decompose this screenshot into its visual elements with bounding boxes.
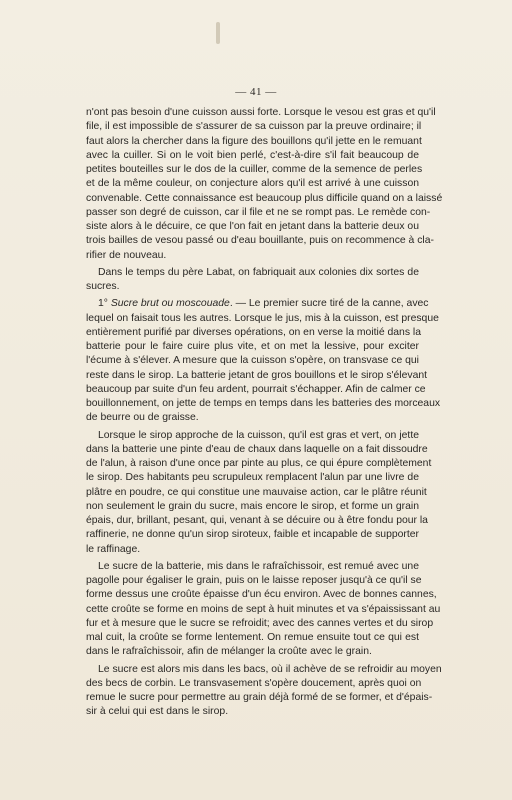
paragraph: [86, 297, 441, 425]
text-line: cette croûte se forme en moins de sept à huit minutes et va s'épaississant au: [86, 603, 441, 615]
text-line: beaucoup par suite d'un feu ardent, pourrait s'échapper. Afin de calmer ce: [86, 383, 426, 395]
text-line: Dans le temps du père Labat, on fabriquait aux colonies dix sortes de: [98, 266, 419, 278]
text-line: remue le sucre pour permettre au grain déjà formé de se former, et d'épais-: [86, 692, 433, 703]
text-line: siste alors à le décuire, ce que l'on fait en jetant dans la batterie deux ou: [86, 221, 419, 232]
text-line: sucres.: [86, 281, 120, 292]
text-line: sir à celui qui est dans le sirop.: [86, 706, 229, 718]
text-line: dans la batterie une pinte d'eau de chaux dans laquelle on a fait dissoudre: [86, 443, 428, 455]
text-line: reste dans le sirop. La batterie jetant de gros bouillons et le sirop s'élevant: [86, 369, 428, 381]
text-line: et de la même couleur, on conjecture alors qu'il est arrivé à une cuisson: [86, 178, 419, 190]
text-line: petites bouteilles sur le dos de la cuiller, comme de la semence de perles: [86, 164, 423, 175]
text-line: avec la cuiller. Si on le voit bien perlé, c'est-à-dire s'il fait beaucoup de: [86, 149, 419, 161]
text-line: forme dessus une croûte épaisse d'un écu environ. Avec de bonnes cannes,: [86, 589, 437, 601]
paragraph: [86, 266, 419, 295]
paragraph: [86, 429, 432, 557]
text-line: n'ont pas besoin d'une cuisson aussi forte. Lorsque le vesou est gras et qu'il: [86, 107, 436, 118]
text-line: trois bailles de vesou passé ou d'eau bouillante, puis on recommence à cla-: [86, 235, 434, 247]
text-line: convenable. Cette connaissance est beaucoup plus difficile quand on a laissé: [86, 192, 443, 204]
text-line: non seulement le grain du sucre, mais encore le sirop, et forme un grain: [86, 500, 419, 512]
text-line: raffinerie, ne donne qu'un sirop siroteux, faible et incapable de supporter: [86, 529, 419, 541]
text-line: Lorsque le sirop approche de la cuisson, qu'il est gras et vert, on jette: [98, 429, 419, 441]
text-line: le raffinage.: [86, 543, 141, 555]
text-line: mal cuit, la croûte se forme lentement. On remue ensuite tout ce qui est: [86, 632, 419, 643]
text-line: de beurre ou de graisse.: [86, 412, 199, 424]
text-line: dans le rafraîchissoir, afin de mélanger la croûte avec le grain.: [86, 646, 372, 658]
text-line: Le sucre est alors mis dans les bacs, où il achève de se refroidir au moyen: [98, 663, 442, 675]
item-number: 1°: [98, 298, 111, 310]
text-line: rifier de nouveau.: [86, 249, 167, 261]
text-line: fur et à mesure que le sucre se refroidit; avec des cannes vertes et du sirop: [86, 617, 434, 629]
text-line: pagolle pour égaliser le grain, puis on le laisse reposer jusqu'à ce qu'il se: [86, 575, 422, 586]
paragraph: [86, 663, 442, 720]
text-line: entièrement purifié par diverses opérations, on en verse la moitié dans la: [86, 326, 421, 338]
text-line-content: . — Le premier sucre tiré de la canne, avec: [229, 298, 429, 310]
section-heading: Sucre brut ou moscouade: [110, 298, 230, 310]
text-line: épais, dur, brillant, pesant, qui, venant à se décuire ou à être fondu pour la: [86, 515, 428, 526]
text-line: batterie pour le faire cuire plus vite, et on met la lessive, pour exciter: [86, 341, 419, 352]
binding-mark: [216, 22, 220, 44]
text-line: l'écume à s'élever. A mesure que la cuisson s'opère, on transvase ce qui: [86, 355, 419, 367]
text-line: passer son degré de cuisson, car il file et ne se rompt pas. Le remède con-: [86, 206, 431, 218]
text-line: des becs de corbin. Le transvasement s'opère doucement, après quoi on: [86, 677, 422, 689]
text-line: Le sucre de la batterie, mis dans le rafraîchissoir, est remué avec une: [98, 560, 419, 572]
paragraph: [86, 560, 441, 660]
text-line: de l'alun, à raison d'une once par pinte au plus, ce qui épure complètement: [86, 458, 432, 469]
body-text: [86, 106, 443, 723]
text-line: [86, 297, 429, 311]
text-line: file, il est impossible de s'assurer de sa cuisson par la preuve ordinaire; il: [86, 121, 422, 133]
page-number: — 41 —: [235, 86, 277, 98]
text-line: lequel on faisait tous les autres. Lorsque le jus, mis à la cuisson, est presque: [86, 312, 439, 324]
text-line: faut alors la chercher dans la figure des bouillons qu'il jette en le remuant: [86, 135, 422, 147]
text-line: le sirop. Des habitants peu scrupuleux remplacent l'alun par une livre de: [86, 472, 419, 484]
paragraph: [86, 106, 443, 263]
text-line: plâtre en poudre, ce qui constitue une mauvaise action, car le plâtre réunit: [86, 486, 427, 498]
text-line: bouillonnement, on jette de temps en temps dans les batteries des morceaux: [86, 398, 441, 409]
